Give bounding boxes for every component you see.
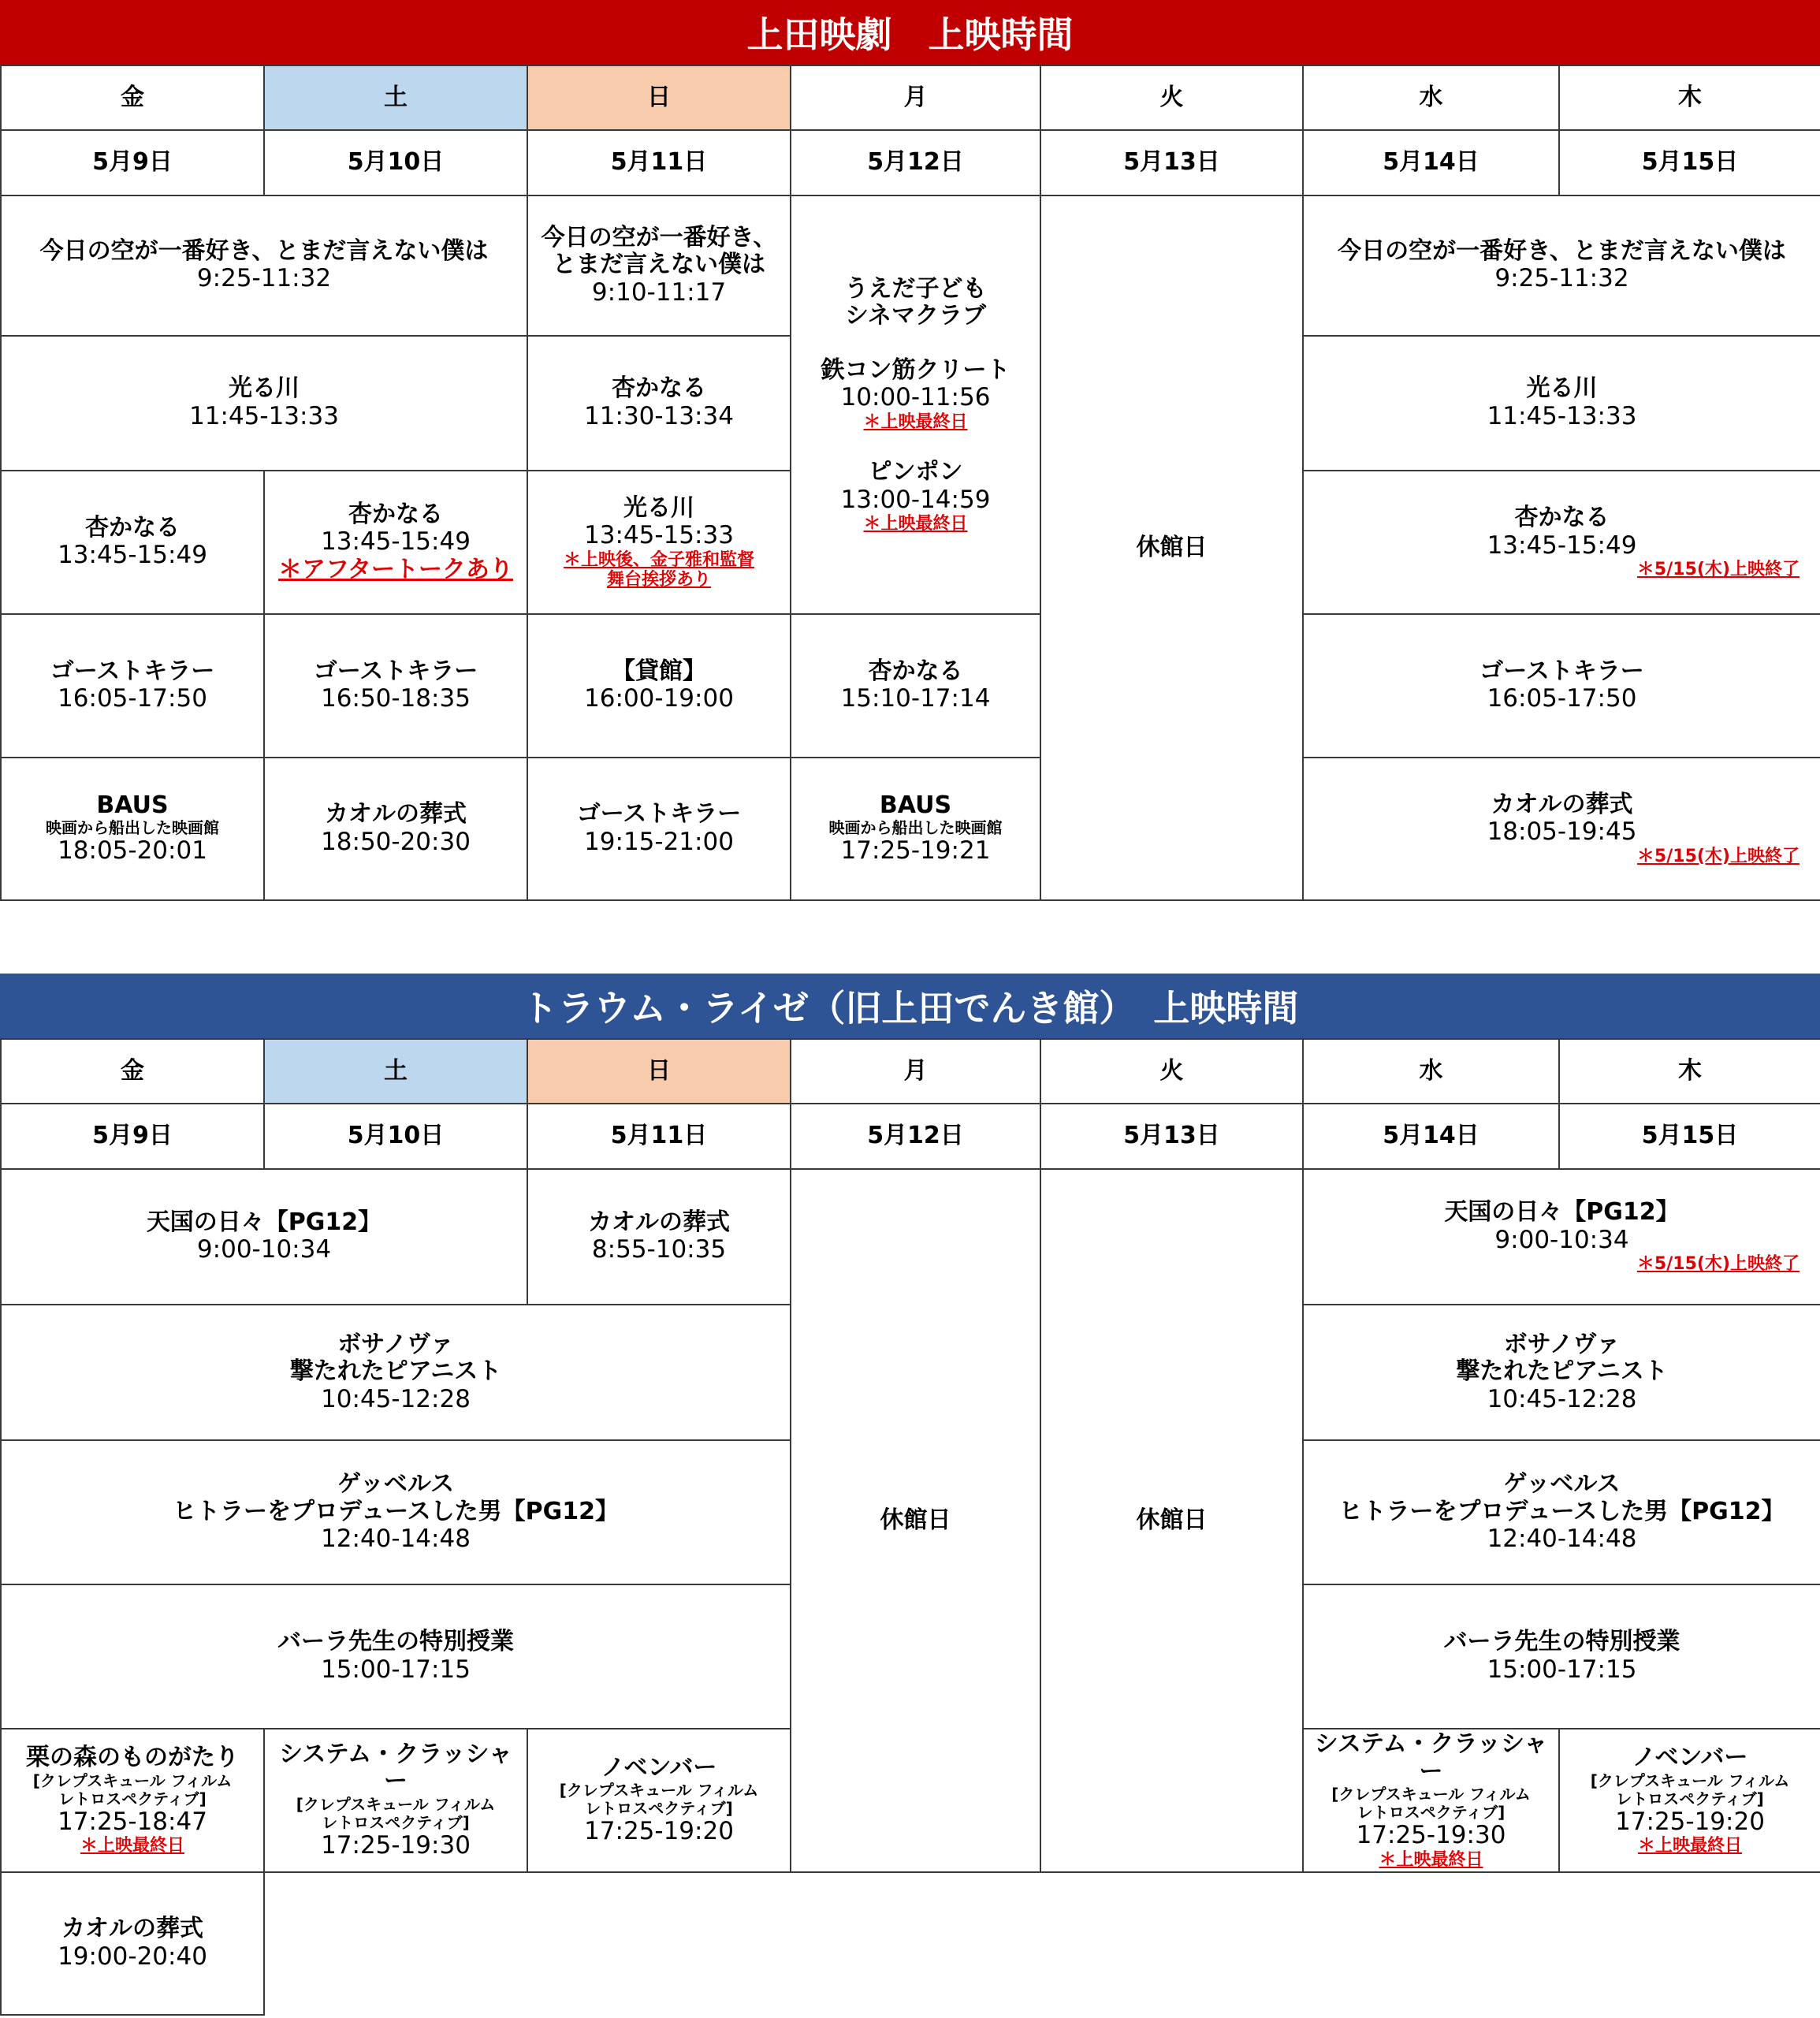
showtime: 17:25-19:21 xyxy=(840,836,991,866)
showing-cell xyxy=(527,471,791,614)
film-title: 光る川 xyxy=(1526,374,1598,403)
section2-title: トラウム・ライゼ（旧上田でんき館） 上映時間 xyxy=(0,974,1820,1038)
final-day-note: ＊上映最終日 xyxy=(1637,1836,1742,1856)
date-sat: 5月10日 xyxy=(264,1104,527,1169)
final-day-note: ＊上映最終日 xyxy=(863,514,968,534)
date-thu: 5月15日 xyxy=(1559,130,1820,195)
film-title: 【貸館】 xyxy=(612,657,706,685)
showing-cell xyxy=(791,614,1040,758)
showing-cell xyxy=(527,1169,791,1305)
day-fri: 金 xyxy=(1,65,264,130)
empty-area xyxy=(264,1872,1820,2015)
date-header-row xyxy=(1,130,1820,195)
day-wed: 水 xyxy=(1303,1039,1559,1104)
day-tue: 火 xyxy=(1040,1039,1303,1104)
showtime: 13:45-15:49 xyxy=(1487,531,1637,560)
film-title: バーラ先生の特別授業 xyxy=(1443,1628,1680,1656)
showtime: 9:00-10:34 xyxy=(1494,1225,1629,1254)
film-title: 鉄コン筋クリート xyxy=(821,356,1010,384)
showtime: 13:00-14:59 xyxy=(840,485,991,514)
showing-cell xyxy=(1303,471,1820,614)
day-thu: 木 xyxy=(1559,65,1820,130)
showing-cell xyxy=(527,758,791,900)
date-wed: 5月14日 xyxy=(1303,130,1559,195)
showtime: 10:00-11:56 xyxy=(840,383,991,412)
showtime: 12:40-14:48 xyxy=(1487,1525,1637,1554)
film-title: 光る川 xyxy=(623,493,694,522)
showtime: 11:45-13:33 xyxy=(189,401,339,430)
showtime: 18:05-19:45 xyxy=(1487,817,1637,847)
showtime: 12:40-14:48 xyxy=(321,1525,471,1554)
film-title: システム・クラッシャー xyxy=(279,1740,512,1796)
film-title: とまだ言えない僕は xyxy=(553,251,765,279)
film-title: ゴーストキラー xyxy=(1479,657,1644,685)
showtime: 13:45-15:49 xyxy=(321,527,471,557)
film-title: 杏かなる xyxy=(348,500,443,528)
showing-cell xyxy=(527,1729,791,1872)
showing-cell xyxy=(1303,758,1820,900)
film-title: 杏かなる xyxy=(868,657,963,685)
film-subtitle: レトロスペクティブ] xyxy=(58,1789,207,1808)
closed-day-cell: 休館日 xyxy=(1040,195,1303,900)
showing-cell xyxy=(527,336,791,471)
showtime: 18:50-20:30 xyxy=(321,827,471,856)
film-subtitle: レトロスペクティブ] xyxy=(585,1799,733,1819)
film-title: ボサノヴァ xyxy=(337,1330,454,1358)
showtime: 9:25-11:32 xyxy=(196,264,332,293)
day-header-row xyxy=(1,65,1820,130)
film-title: カオルの葬式 xyxy=(325,800,467,828)
showtime: 19:15-21:00 xyxy=(584,827,734,856)
section1-schedule-table xyxy=(0,65,1820,901)
final-day-note: ＊上映最終日 xyxy=(80,1836,184,1856)
date-sun: 5月11日 xyxy=(527,130,791,195)
day-sun: 日 xyxy=(527,65,791,130)
film-title: 杏かなる xyxy=(1514,504,1610,532)
date-sat: 5月10日 xyxy=(264,130,527,195)
film-title: ゴーストキラー xyxy=(313,657,478,685)
film-subtitle: 映画から船出した映画館 xyxy=(46,818,219,838)
showing-cell xyxy=(791,758,1040,900)
film-subtitle: レトロスペクティブ] xyxy=(1357,1803,1506,1823)
film-title: BAUS xyxy=(96,791,169,819)
showtime: 13:45-15:49 xyxy=(58,541,207,570)
showing-cell xyxy=(527,195,791,336)
showing-cell xyxy=(1,195,527,336)
film-title: カオルの葬式 xyxy=(588,1208,730,1236)
date-tue: 5月13日 xyxy=(1040,1104,1303,1169)
day-mon: 月 xyxy=(791,65,1040,130)
showtime: 11:45-13:33 xyxy=(1487,401,1637,430)
day-sun: 日 xyxy=(527,1039,791,1104)
film-title: 杏かなる xyxy=(85,513,180,542)
schedule-row xyxy=(1,1169,1820,1305)
stage-greeting-note: 舞台挨拶あり xyxy=(606,570,711,590)
date-fri: 5月9日 xyxy=(1,1104,264,1169)
end-note: ＊5/15(木)上映終了 xyxy=(1636,846,1800,866)
film-title: 杏かなる xyxy=(612,374,706,403)
showtime: 15:00-17:15 xyxy=(1487,1655,1637,1684)
schedule-row xyxy=(1,758,1820,900)
closed-day-cell: 休館日 xyxy=(1040,1169,1303,1872)
showing-cell xyxy=(1,614,264,758)
showtime: 10:45-12:28 xyxy=(321,1384,471,1413)
showtime: 13:45-15:33 xyxy=(584,521,734,550)
section2-schedule-table xyxy=(0,1038,1820,2016)
film-subtitle: [クレプスキュール フィルム xyxy=(559,1781,759,1800)
showtime: 16:05-17:50 xyxy=(58,684,207,713)
kids-cinema-club-cell xyxy=(791,195,1040,614)
showing-cell xyxy=(1,1440,791,1584)
film-title: 光る川 xyxy=(229,374,300,403)
date-thu: 5月15日 xyxy=(1559,1104,1820,1169)
showtime: 19:00-20:40 xyxy=(58,1942,207,1971)
showing-cell xyxy=(1303,1305,1820,1440)
showing-cell xyxy=(1,1169,527,1305)
showtime: 15:10-17:14 xyxy=(840,684,991,713)
date-wed: 5月14日 xyxy=(1303,1104,1559,1169)
film-title: ゴーストキラー xyxy=(576,800,742,828)
showing-cell xyxy=(1303,1169,1820,1305)
showing-cell xyxy=(1,471,264,614)
film-subtitle: [クレプスキュール フィルム xyxy=(1590,1770,1790,1790)
film-title: 撃たれたピアニスト xyxy=(1456,1357,1668,1386)
showing-cell xyxy=(1,758,264,900)
showing-cell xyxy=(1,1729,264,1872)
showing-cell xyxy=(264,758,527,900)
showtime: 16:05-17:50 xyxy=(1487,684,1637,713)
day-header-row xyxy=(1,1039,1820,1104)
showing-cell xyxy=(1303,1729,1559,1872)
film-subtitle: [クレプスキュール フィルム xyxy=(296,1794,496,1814)
showtime: 17:25-18:47 xyxy=(58,1807,207,1836)
film-title: 今日の空が一番好き、 xyxy=(541,223,777,251)
showtime: 9:00-10:34 xyxy=(196,1235,332,1264)
film-title: ノベンバー xyxy=(601,1753,717,1782)
showtime: 17:25-19:30 xyxy=(1356,1821,1506,1850)
schedule-row xyxy=(1,1872,1820,2015)
day-fri: 金 xyxy=(1,1039,264,1104)
showtime: 8:55-10:35 xyxy=(591,1235,727,1264)
showtime: 18:05-20:01 xyxy=(58,836,207,866)
film-title: 栗の森のものがたり xyxy=(26,1744,239,1772)
day-tue: 火 xyxy=(1040,65,1303,130)
showing-cell xyxy=(264,471,527,614)
film-title: 撃たれたピアニスト xyxy=(289,1357,502,1386)
showing-cell xyxy=(1303,336,1820,471)
day-wed: 水 xyxy=(1303,65,1559,130)
showing-cell xyxy=(527,614,791,758)
showtime: 17:25-19:20 xyxy=(584,1817,734,1846)
section1-title: 上田映劇 上映時間 xyxy=(0,0,1820,65)
date-header-row xyxy=(1,1104,1820,1169)
film-title: ゴーストキラー xyxy=(50,657,215,685)
film-title: ゲッベルス xyxy=(337,1470,454,1499)
showing-cell xyxy=(1303,195,1820,336)
showing-cell xyxy=(1,1584,791,1729)
film-title: ヒトラーをプロデュースした男【PG12】 xyxy=(1338,1497,1785,1525)
showtime: 11:30-13:34 xyxy=(584,401,734,430)
closed-day-cell: 休館日 xyxy=(791,1169,1040,1872)
film-title: バーラ先生の特別授業 xyxy=(277,1628,514,1656)
film-subtitle: [クレプスキュール フィルム xyxy=(32,1770,233,1790)
showing-cell xyxy=(1303,614,1820,758)
showtime: 17:25-19:30 xyxy=(321,1830,471,1860)
showing-cell xyxy=(264,1729,527,1872)
film-subtitle: レトロスペクティブ] xyxy=(1616,1789,1764,1808)
after-talk-note: ＊アフタートークあり xyxy=(278,555,513,583)
final-day-note: ＊上映最終日 xyxy=(1379,1849,1483,1870)
showing-cell xyxy=(264,614,527,758)
showtime: 16:00-19:00 xyxy=(584,684,734,713)
showtime: 16:50-18:35 xyxy=(321,684,471,713)
film-subtitle: レトロスペクティブ] xyxy=(322,1812,470,1832)
date-sun: 5月11日 xyxy=(527,1104,791,1169)
final-day-note: ＊上映最終日 xyxy=(863,411,968,432)
schedule-row xyxy=(1,195,1820,336)
film-title: 天国の日々【PG12】 xyxy=(146,1208,382,1236)
showing-cell xyxy=(1559,1729,1820,1872)
showing-cell xyxy=(1303,1440,1820,1584)
date-mon: 5月12日 xyxy=(791,1104,1040,1169)
film-title: ヒトラーをプロデュースした男【PG12】 xyxy=(173,1497,619,1525)
schedule-row xyxy=(1,614,1820,758)
showtime: 9:25-11:32 xyxy=(1494,264,1629,293)
film-title: 天国の日々【PG12】 xyxy=(1444,1198,1680,1227)
day-mon: 月 xyxy=(791,1039,1040,1104)
day-thu: 木 xyxy=(1559,1039,1820,1104)
showtime: 17:25-19:20 xyxy=(1615,1807,1765,1836)
film-title: ボサノヴァ xyxy=(1503,1330,1621,1358)
club-label: シネマクラブ xyxy=(844,302,987,330)
date-fri: 5月9日 xyxy=(1,130,264,195)
showtime: 9:10-11:17 xyxy=(591,277,727,307)
film-subtitle: [クレプスキュール フィルム xyxy=(1331,1785,1531,1804)
film-title: 今日の空が一番好き、とまだ言えない僕は xyxy=(1338,236,1786,265)
stage-greeting-note: ＊上映後、金子雅和監督 xyxy=(563,549,754,570)
showing-cell xyxy=(1303,1584,1820,1729)
showtime: 15:00-17:15 xyxy=(321,1655,471,1684)
film-title: システム・クラッシャー xyxy=(1314,1730,1548,1785)
day-sat: 土 xyxy=(264,65,527,130)
showing-cell xyxy=(1,1872,264,2015)
date-mon: 5月12日 xyxy=(791,130,1040,195)
film-title: ピンポン xyxy=(868,458,963,486)
day-sat: 土 xyxy=(264,1039,527,1104)
film-title: ゲッベルス xyxy=(1503,1470,1621,1499)
film-title: 今日の空が一番好き、とまだ言えない僕は xyxy=(39,236,489,265)
end-note: ＊5/15(木)上映終了 xyxy=(1636,560,1800,580)
end-note: ＊5/15(木)上映終了 xyxy=(1636,1254,1800,1275)
film-subtitle: 映画から船出した映画館 xyxy=(828,818,1003,838)
showtime: 10:45-12:28 xyxy=(1487,1384,1637,1413)
film-title: ノベンバー xyxy=(1632,1744,1748,1772)
club-label: うえだ子ども xyxy=(844,274,987,303)
showing-cell xyxy=(1,1305,791,1440)
film-title: カオルの葬式 xyxy=(1491,790,1633,818)
date-tue: 5月13日 xyxy=(1040,130,1303,195)
showing-cell xyxy=(1,336,527,471)
film-title: BAUS xyxy=(879,791,952,819)
film-title: カオルの葬式 xyxy=(61,1915,203,1943)
